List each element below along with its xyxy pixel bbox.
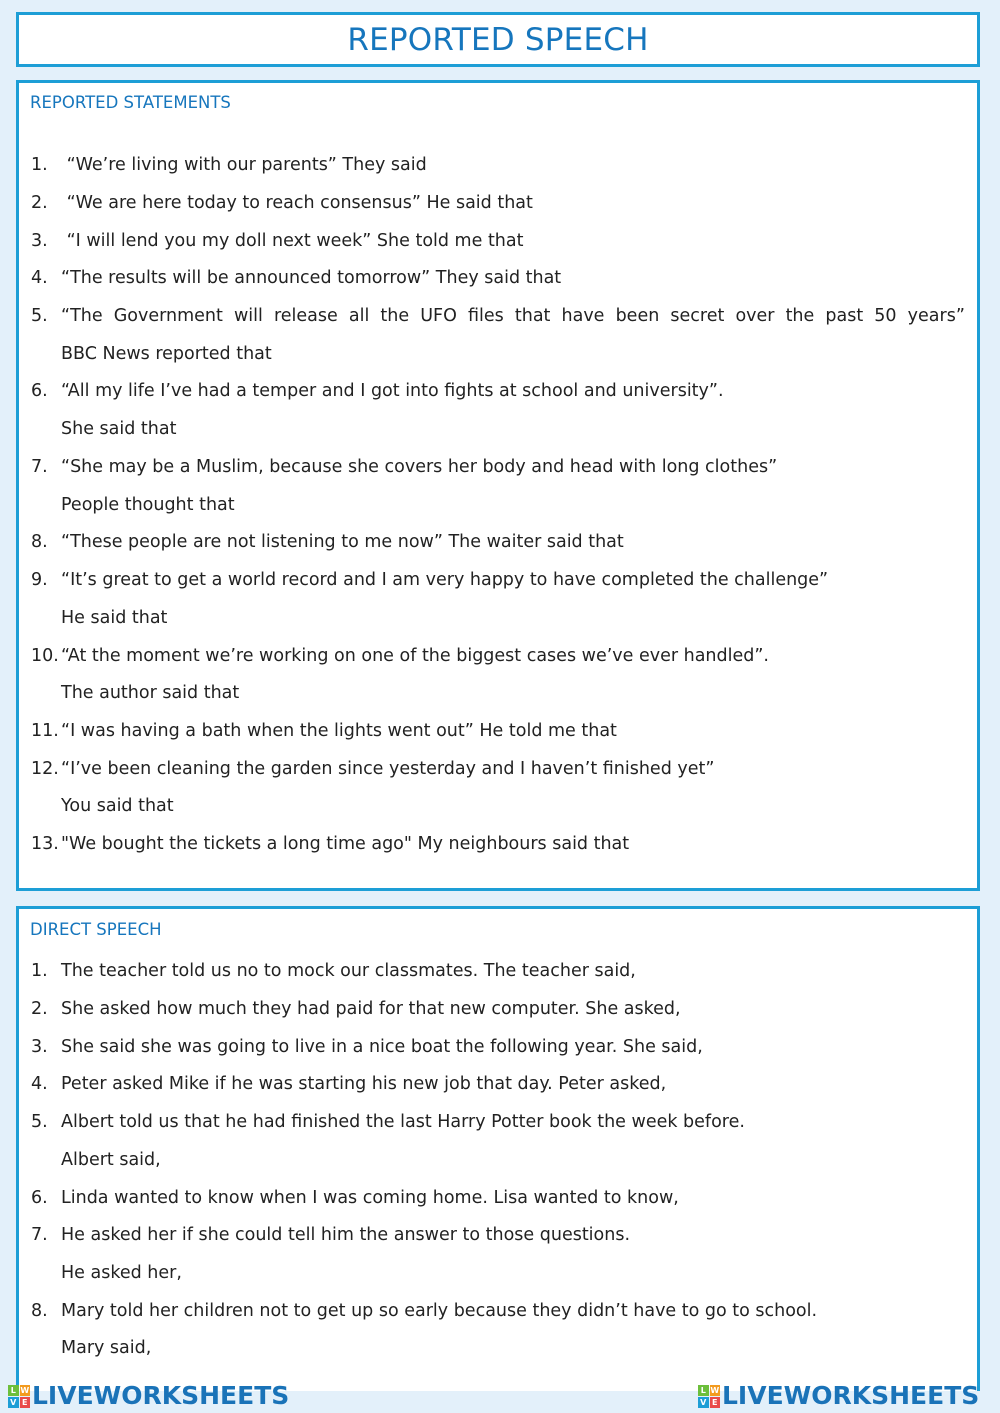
word: release bbox=[273, 306, 338, 326]
list-item: 2. “We are here today to reach consensus” He said that bbox=[31, 193, 533, 213]
word: that bbox=[514, 306, 551, 326]
section-heading: DIRECT SPEECH bbox=[30, 920, 162, 939]
list-item: 9. “It’s great to get a world record and I am very happy to have completed the challenge” bbox=[31, 570, 829, 590]
list-item-continuation: He said that bbox=[61, 608, 168, 628]
list-item: 5. “The Government will release all the UFO files that have been secret over the past 50 years” bbox=[31, 306, 965, 326]
list-item-continuation: People thought that bbox=[61, 495, 235, 515]
list-item: 4. Peter asked Mike if he was starting his new job that day. Peter asked, bbox=[31, 1074, 667, 1094]
list-item: 8. Mary told her children not to get up so early because they didn’t have to go to school. bbox=[31, 1301, 818, 1321]
list-item: 10. “At the moment we’re working on one of the biggest cases we’ve ever handled”. bbox=[31, 646, 769, 666]
list-item: 1. “We’re living with our parents” They said bbox=[31, 155, 427, 175]
brand-text: LIVEWORKSHEETS bbox=[722, 1381, 980, 1410]
word: will bbox=[233, 306, 263, 326]
list-item-continuation: Mary said, bbox=[61, 1338, 152, 1358]
list-item: 12. “I’ve been cleaning the garden since yesterday and I haven’t finished yet” bbox=[31, 759, 715, 779]
word: all bbox=[348, 306, 370, 326]
list-item-continuation: Albert said, bbox=[61, 1150, 161, 1170]
liveworksheets-brand bbox=[8, 1381, 289, 1410]
list-item-continuation: BBC News reported that bbox=[61, 344, 272, 364]
liveworksheets-brand bbox=[698, 1381, 979, 1410]
list-item-continuation: He asked her, bbox=[61, 1263, 182, 1283]
word: the bbox=[380, 306, 410, 326]
list-item: 3. “I will lend you my doll next week” She told me that bbox=[31, 231, 524, 251]
list-item: 3. She said she was going to live in a nice boat the following year. She said, bbox=[31, 1037, 703, 1057]
justified-text bbox=[61, 308, 965, 326]
liveworksheets-logo-icon: L W V E bbox=[8, 1385, 30, 1407]
word: past bbox=[825, 306, 864, 326]
list-item: 11. “I was having a bath when the lights went out” He told me that bbox=[31, 721, 617, 741]
list-item: 7. “She may be a Muslim, because she covers her body and head with long clothes” bbox=[31, 457, 778, 477]
list-item: 7. He asked her if she could tell him the answer to those questions. bbox=[31, 1225, 631, 1245]
word: over bbox=[735, 306, 775, 326]
list-item: 1. The teacher told us no to mock our classmates. The teacher said, bbox=[31, 961, 636, 981]
list-item-continuation: The author said that bbox=[61, 683, 240, 703]
direct-speech-section bbox=[16, 906, 980, 1391]
list-item: 6. “All my life I’ve had a temper and I got into fights at school and university”. bbox=[31, 381, 724, 401]
word: the bbox=[785, 306, 815, 326]
list-item: 13. "We bought the tickets a long time ago" My neighbours said that bbox=[31, 834, 630, 854]
word: files bbox=[468, 306, 504, 326]
list-item: 4. “The results will be announced tomorrow” They said that bbox=[31, 268, 562, 288]
list-item: 2. She asked how much they had paid for that new computer. She asked, bbox=[31, 999, 681, 1019]
list-item: 5. Albert told us that he had finished the last Harry Potter book the week before. bbox=[31, 1112, 745, 1132]
list-item: 8. “These people are not listening to me now” The waiter said that bbox=[31, 532, 624, 552]
list-item-continuation: You said that bbox=[61, 796, 174, 816]
word: secret bbox=[670, 306, 725, 326]
word: Government bbox=[113, 306, 223, 326]
list-item-continuation: She said that bbox=[61, 419, 177, 439]
word: been bbox=[615, 306, 660, 326]
page-title: REPORTED SPEECH bbox=[347, 21, 649, 58]
word: years” bbox=[907, 306, 965, 326]
word: 50 bbox=[874, 306, 897, 326]
word: UFO bbox=[420, 306, 457, 326]
word: “The bbox=[61, 306, 103, 326]
liveworksheets-logo-icon: L W V E bbox=[698, 1385, 720, 1407]
reported-statements-section bbox=[16, 80, 980, 891]
title-box bbox=[16, 12, 980, 67]
list-item: 6. Linda wanted to know when I was coming home. Lisa wanted to know, bbox=[31, 1188, 679, 1208]
word: have bbox=[561, 306, 605, 326]
brand-text: LIVEWORKSHEETS bbox=[32, 1381, 290, 1410]
section-heading: REPORTED STATEMENTS bbox=[30, 93, 231, 112]
